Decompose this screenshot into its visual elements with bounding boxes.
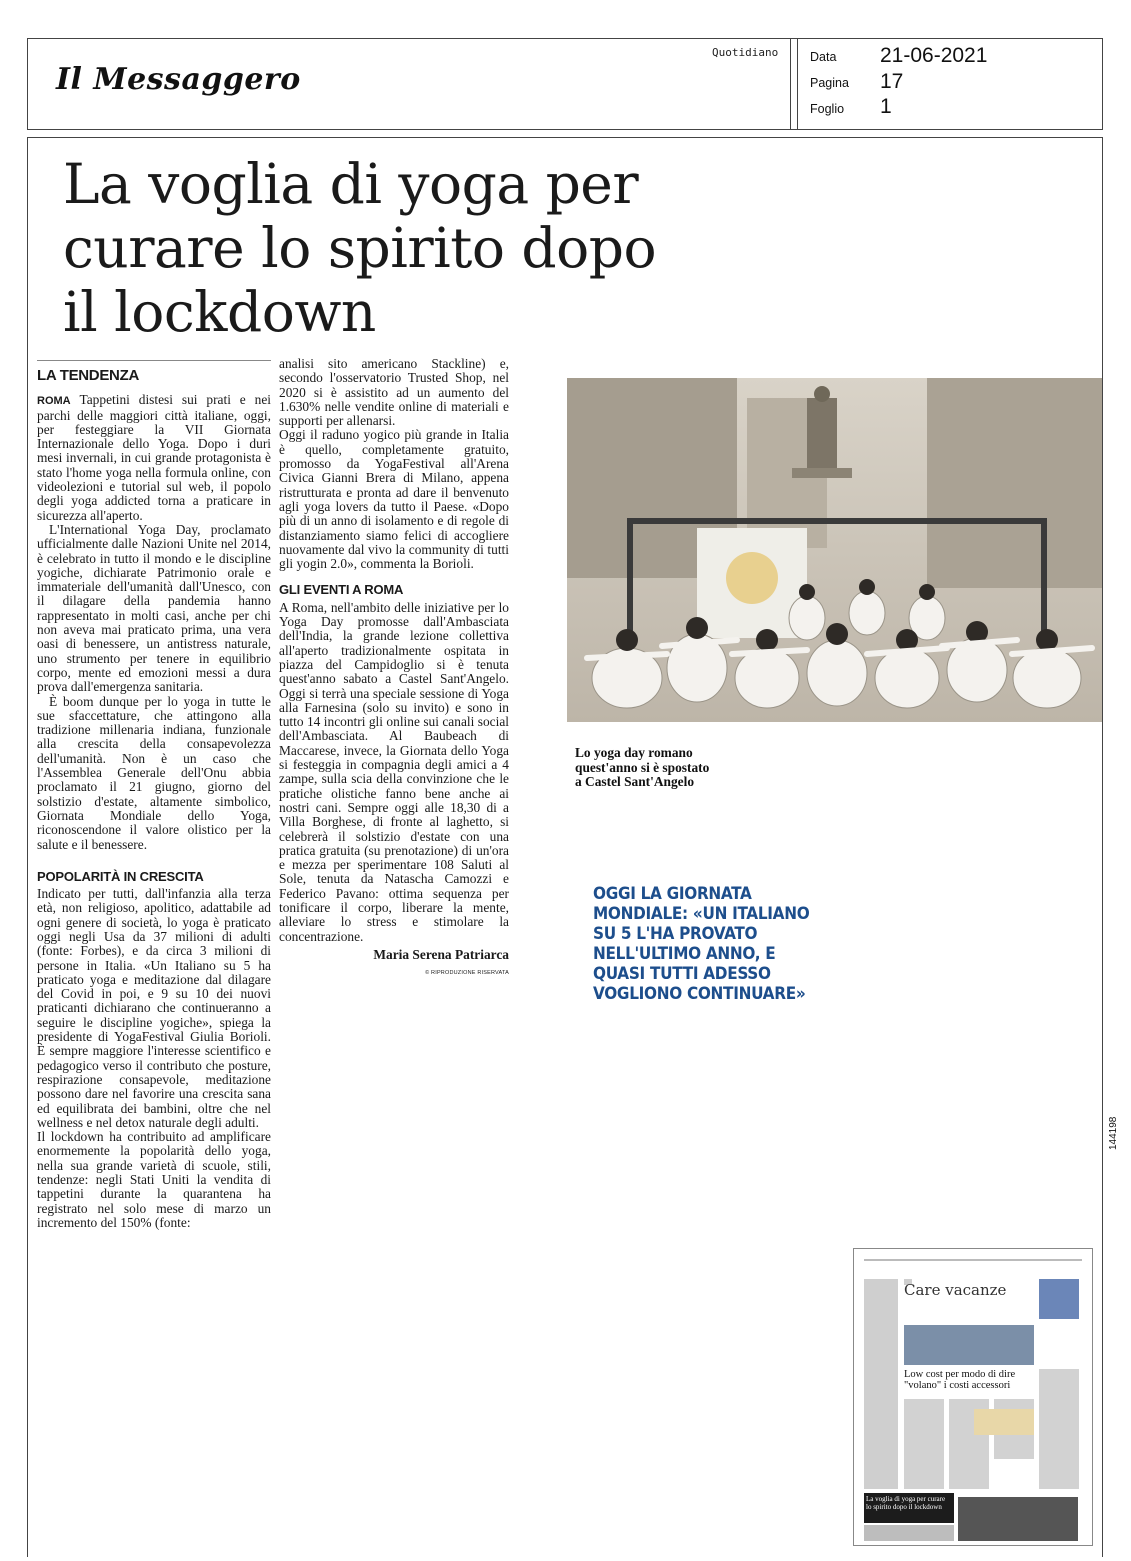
yoga-class-photo: [567, 378, 1102, 722]
photo-caption: Lo yoga day romano quest'anno si è spostato a Castel Sant'Angelo: [575, 745, 710, 789]
paragraph: L'International Yoga Day, proclamato ufficialmente dalle Nazioni Unite nel 2014, è celebrato in tutto il mondo e le discipline yogiche, dichiarate Patrimonio orale e immateriale dell'umanità dall'Unesco, con il dilagare della pandemia hanno rappresentato in molti casi, anche per chi non aveva mai praticato prima, una vera oasi di benessere, un antistress naturale, uno strumento per tenere in equilibrio corpo, mente ed emozioni messi a dura prova dall'emergenza sanitaria.: [37, 521, 271, 695]
page-label: Pagina: [810, 76, 849, 90]
article-photo: [567, 378, 1102, 722]
article-column-1: [37, 360, 271, 1230]
paragraph: È boom dunque per lo yoga in tutte le sue sfaccettature, che attingono alla tradizione millenaria indiana, funzionale alla crescita della consapevolezza dell'umanità. Non è un caso che l'Assemblea Generale dell'Onu abbia proclamato il 21 giugno, giorno del solstizio d'estate, altamente simbolico, Giornata Mondiale dello Yoga, riconoscendone il valore olistico per la salute e il benessere.: [37, 693, 271, 852]
publication-type: Quotidiano: [712, 46, 779, 59]
dateline: ROMA: [37, 395, 71, 408]
paragraph: ROMA Tappetini distesi sui prati e nei parchi delle maggiori città italiane, oggi, per festeggiare la VII Giornata Internazionale dello Yoga. Dopo i duri mesi invernali, in cui grande protagonista è stato l'home yoga nella formula online, con videolezioni e tutorial sul web, il popolo degli yoga addicted torna a praticare in sicurezza all'aperto.: [37, 392, 271, 523]
copyright-notice: © RIPRODUZIONE RISERVATA: [425, 970, 509, 977]
paragraph: Il lockdown ha contribuito ad amplificare enormemente la popolarità dello yoga, nella sua grande varietà di scuole, stili, tendenze: negli Stati Uniti la vendita di tappetini durante la quarantena ha registrato nel solo mese di marzo un incremento del 150% (fonte:: [37, 1129, 271, 1230]
thumbnail-title: Care vacanze: [904, 1281, 1007, 1299]
paragraph: A Roma, nell'ambito delle iniziative per lo Yoga Day promosse dall'Ambasciata dell'India, la grande lezione collettiva all'aperto tradizionalmente ospitata in piazza del Campidoglio si è tenuta quest'anno sabato a Castel Sant'Angelo. Oggi si terrà una speciale sessione di Yoga alla Farnesina (solo su invito) e sono in tutto 14 incontri gli online sui canali social dell'Ambasciata. Al Baubeach di Maccarese, invece, la Giornata dello Yoga si festeggia in compagnia degli amici a 4 zampe, sulla scia della convinzione che le pratiche olistiche fanno bene anche ai nostri cani. Sempre oggi alle 18,30 di a Villa Borghese, di fronte al laghetto, si celebrerà il solstizio d'estate con una pratica gratuita (su prenotazione) di un'ora e mezza per sperimentare 108 Saluti al Sole, tenuta da Natascha Camozzi e Federico Pavano: ottima sequenza per tonificare il corpo, liberare la mente, alleviare lo stress e stimolare la concentrazione.: [279, 599, 509, 944]
date-value: 21-06-2021: [880, 44, 988, 67]
page-value: 17: [880, 70, 904, 93]
thumbnail-subheadline: Low cost per modo di dire "volano" i costi accessori: [904, 1369, 1016, 1391]
masthead-logo: Il Messaggero: [56, 62, 301, 97]
paragraph: Indicato per tutti, dall'infanzia alla terza età, non religioso, apolitico, adattabile ad ogni genere di società, lo yoga è praticato oggi negli Usa da 37 milioni di adulti (fonte: Forbes), e da circa 3 milioni di persone in Italia. «Un Italiano su 5 ha praticato yoga e meditazione dal dilagare del Covid in poi, e 9 su 10 dei nuovi praticanti dichiarano che continueranno a seguire le discipline yogiche», spiega la presidente di YogaFestival Giulia Borioli. È sempre maggiore l'interesse scientifico e pedagogico verso il contributo che posture, respirazione consapevole, meditazione possono dare nel favorire una crescita sana ed equilibrata dei bambini, oltre che nel wellness e nel detox naturale degli adulti.: [37, 886, 271, 1130]
article-headline: La voglia di yoga per curare lo spirito dopo il lockdown: [63, 152, 657, 344]
header-divider: [797, 38, 798, 130]
thumbnail-small-headline: La voglia di yoga per curare lo spirito dopo il lockdown: [866, 1495, 946, 1511]
subhead-popolarita: POPOLARITÀ IN CRESCITA: [37, 868, 204, 884]
date-label: Data: [810, 50, 837, 64]
kicker-rule: [37, 360, 271, 361]
paragraph: analisi sito americano Stackline) e, secondo l'osservatorio Trusted Shop, nel 2020 si è assistito ad un aumento del 1.630% nelle vendite online di materiali e supporti per allenarsi.: [279, 356, 509, 429]
side-code: 144198: [1108, 1116, 1119, 1150]
subhead-eventi-roma: GLI EVENTI A ROMA: [279, 582, 404, 598]
sheet-label: Foglio: [810, 102, 845, 116]
sheet-value: 1: [880, 95, 892, 118]
page-thumbnail: [853, 1248, 1093, 1546]
article-column-2: [279, 357, 509, 980]
pull-quote: OGGI LA GIORNATA MONDIALE: «UN ITALIANO SU 5 L'HA PROVATO NELL'ULTIMO ANNO, E QUASI TUTTI ADESSO VOGLIONO CONTINUARE»: [593, 884, 810, 1004]
article-kicker: LA TENDENZA: [37, 367, 139, 384]
header-divider: [790, 38, 791, 130]
paragraph: Oggi il raduno yogico più grande in Italia è quello, completamente gratuito, promosso da YogaFestival all'Arena Civica Gianni Brera di Milano, appena ristrutturata e pronta ad dare il benvenuto agli yoga lovers da tutto il Paese. «Dopo più di un anno di isolamento e di regole di distanziamento siamo felici di accogliere nuovamente dal vivo la community di tutti gli yogin 2.0», commenta la Borioli.: [279, 427, 509, 572]
byline: Maria Serena Patriarca: [373, 946, 509, 962]
